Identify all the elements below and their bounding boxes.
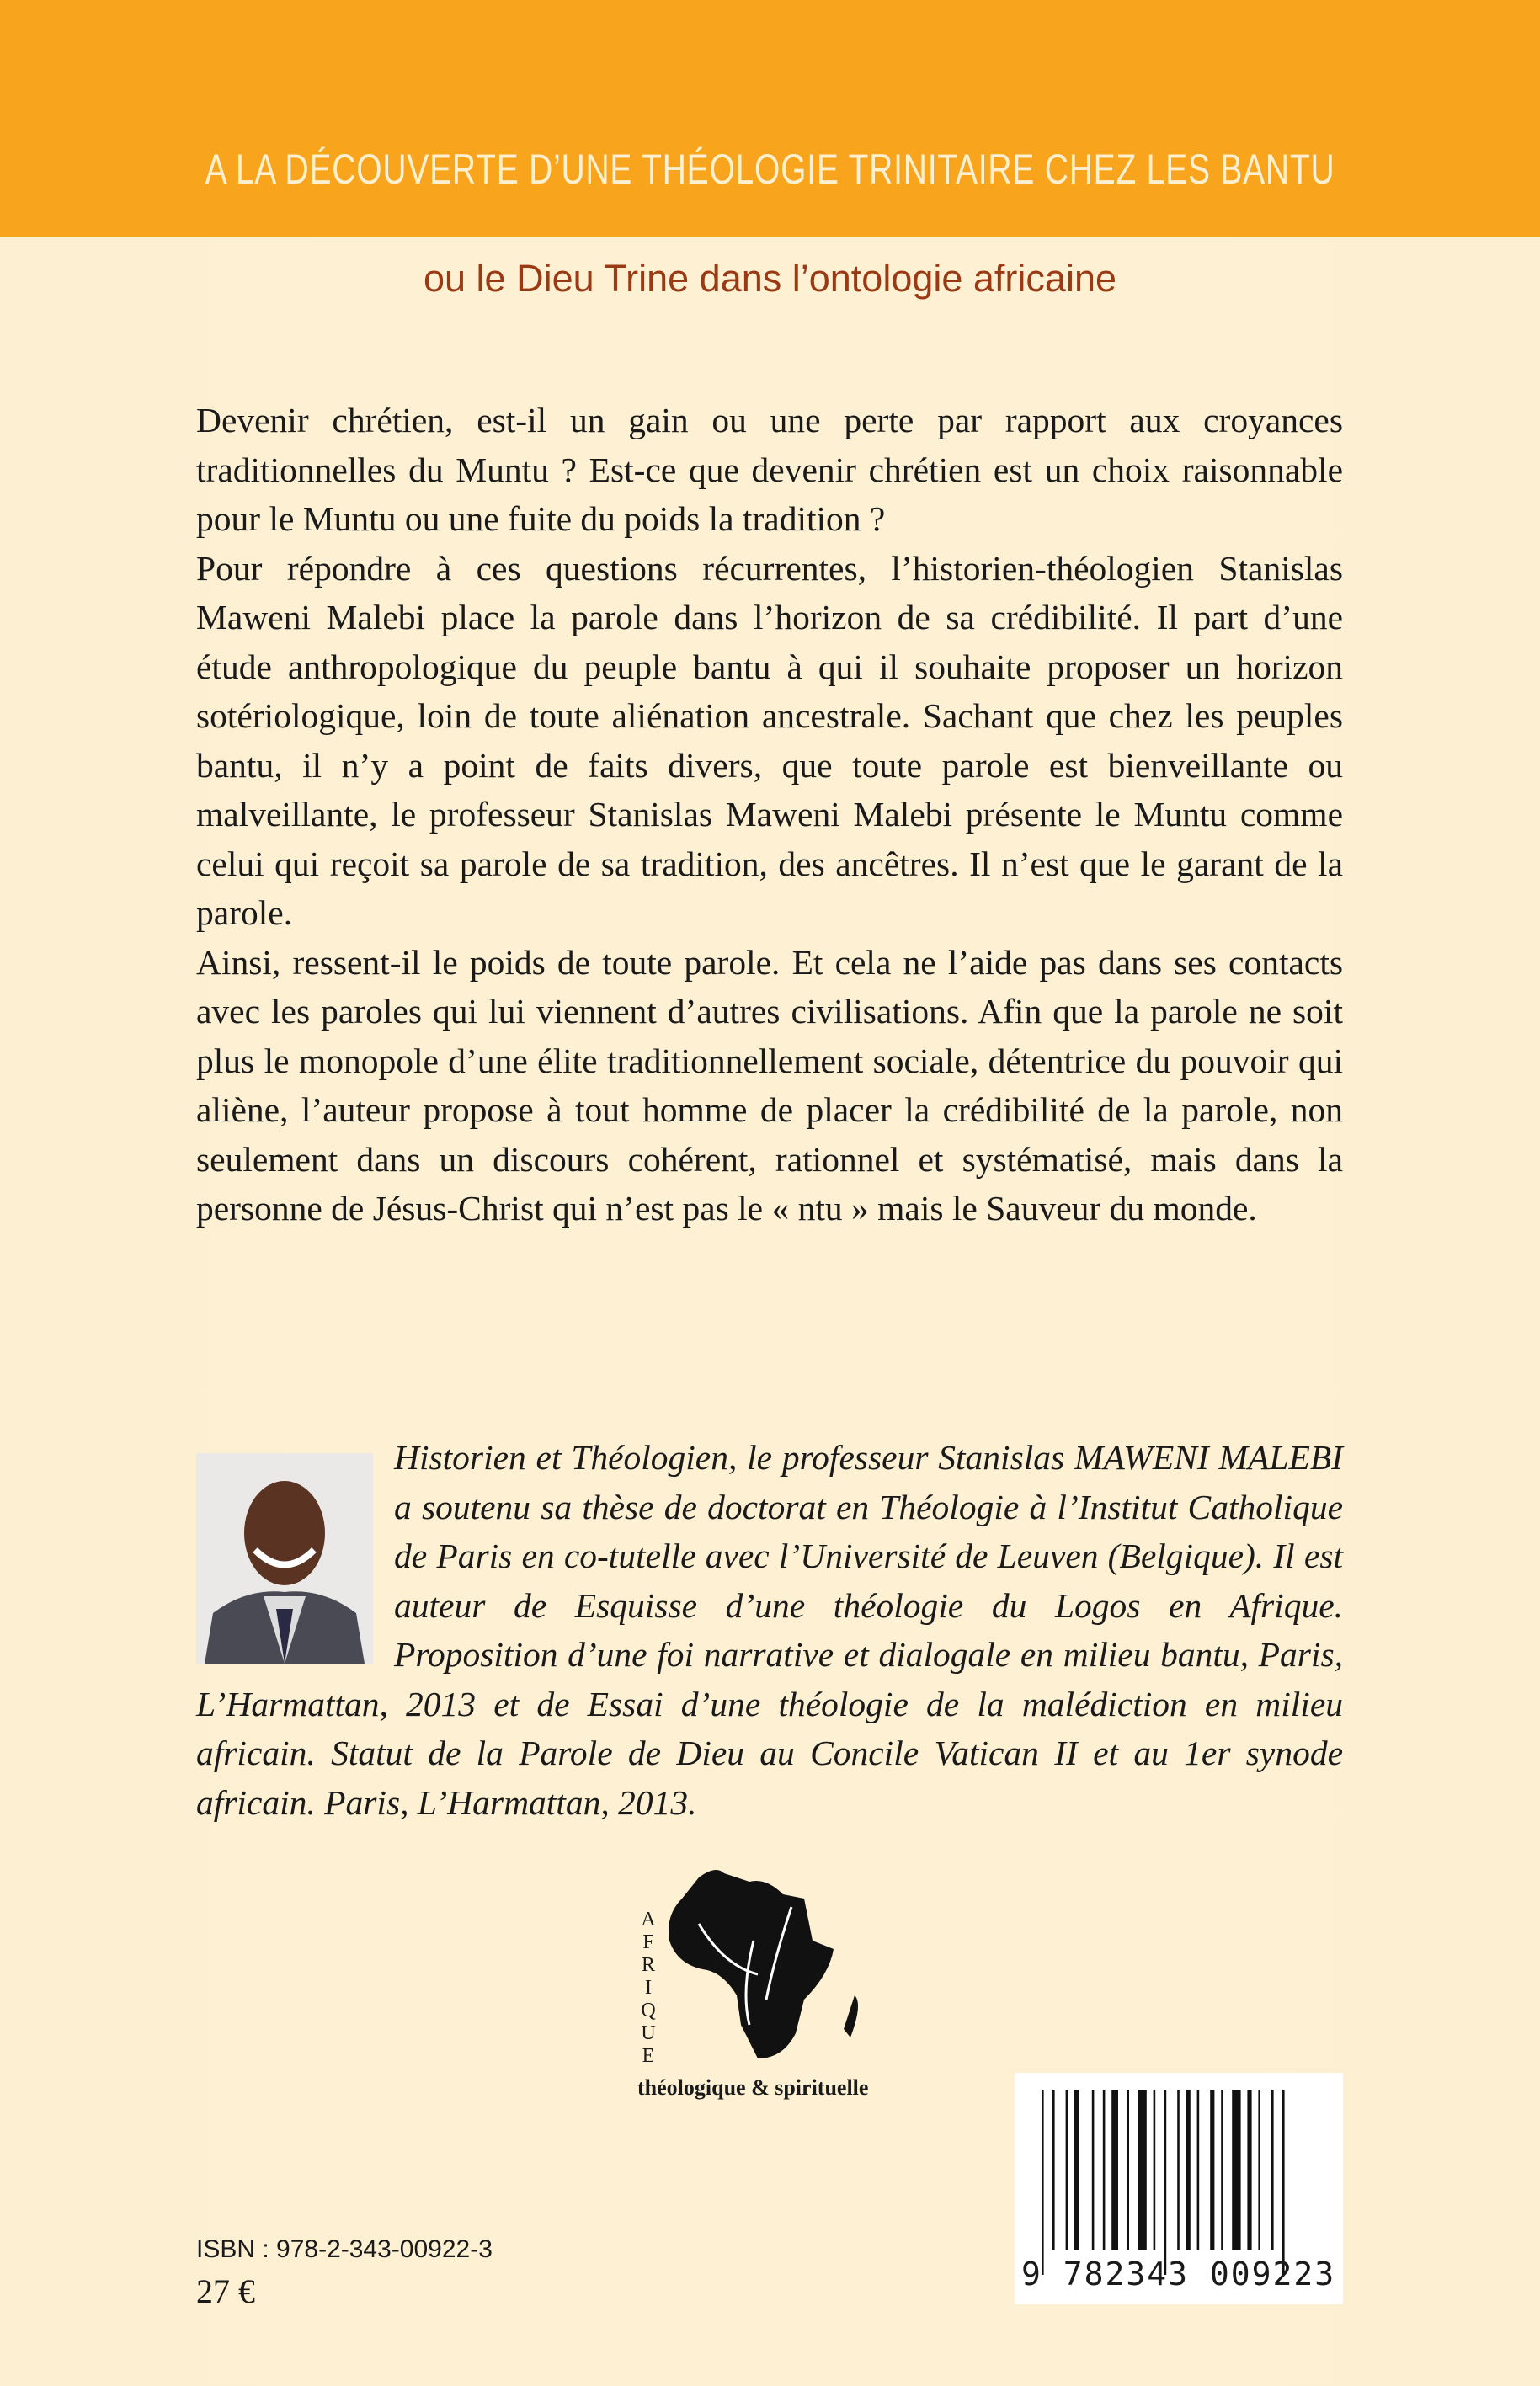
barcode-bar xyxy=(1138,2090,1146,2250)
publisher-series-logo xyxy=(637,1856,918,2126)
barcode-bar xyxy=(1186,2090,1191,2250)
blurb-paragraph: Pour répondre à ces questions récurrentes, l’historien-théologien Stanislas Maweni Malebi place la parole dans l’horizon de sa crédibilité. Il part d’une étude anthropologique du peuple bantu à qui il souhaite proposer un horizon sotériologique, loin de toute aliénation ancestrale. Sachant que chez les peuples bantu, il n’y a point de faits divers, que toute parole est bienveillante ou malveillante, le professeur Stanislas Maweni Malebi présente le Muntu comme celui qui reçoit sa parole de sa tradition, des ancêtres. Il n’est que le garant de la parole. xyxy=(196,548,1343,932)
logo-letters: A F R I Q U E xyxy=(641,1909,656,2067)
title-banner xyxy=(0,0,1540,237)
barcode-bar xyxy=(1210,2090,1214,2250)
price: 27 € xyxy=(196,2272,255,2310)
blurb-paragraph: Devenir chrétien, est-il un gain ou une perte par rapport aux croyances traditionnelles du Muntu ? Est-ce que devenir chrétien est un choix raisonnable pour le Muntu ou une fuite du poids la tradition ? xyxy=(196,401,1343,538)
book-title: A LA DÉCOUVERTE D’UNE THÉOLOGIE TRINITAIRE CHEZ LES BANTU xyxy=(205,146,1335,193)
barcode-bar xyxy=(1232,2090,1240,2250)
barcode-bar xyxy=(1247,2090,1251,2250)
barcode-bar xyxy=(1052,2090,1055,2250)
africa-dove-icon xyxy=(657,1856,909,2067)
barcode-bar xyxy=(1177,2090,1180,2250)
barcode-bar xyxy=(1074,2090,1079,2250)
barcode-bar xyxy=(1127,2090,1129,2250)
book-subtitle: ou le Dieu Trine dans l’ontologie africaine xyxy=(423,257,1116,300)
barcode-bar xyxy=(1164,2090,1167,2275)
barcode-bar xyxy=(1282,2090,1285,2275)
author-bio-block xyxy=(196,1433,1343,1827)
isbn-barcode xyxy=(1015,2073,1343,2304)
blurb xyxy=(196,396,1343,1233)
barcode-bars xyxy=(1015,2073,1343,2275)
barcode-bar xyxy=(1197,2090,1200,2250)
isbn: ISBN : 978-2-343-00922-3 xyxy=(196,2235,493,2263)
barcode-bar xyxy=(1103,2090,1106,2250)
barcode-bar xyxy=(1221,2090,1223,2250)
barcode-number: 9 782343 009223 xyxy=(1021,2256,1336,2293)
barcode-bar xyxy=(1111,2090,1118,2250)
barcode-bar xyxy=(1066,2090,1068,2250)
barcode-bar xyxy=(1258,2090,1260,2250)
barcode-bar xyxy=(1271,2090,1274,2250)
barcode-bar xyxy=(1154,2090,1156,2250)
blurb-paragraph: Ainsi, ressent-il le poids de toute parole. Et cela ne l’aide pas dans ses contacts avec les paroles qui lui viennent d’autres civilisations. Afin que la parole ne soit plus le monopole d’une élite traditionnellement sociale, détentrice du pouvoir qui aliène, l’auteur propose à tout homme de placer la crédibilité de la parole, non seulement dans un discours cohérent, rationnel et systématisé, mais dans la personne de Jésus-Christ qui n’est pas le « ntu » mais le Sauveur du monde. xyxy=(196,942,1343,1228)
author-bio: Historien et Théologien, le professeur Stanislas MAWENI MALEBI a soutenu sa thèse de doctorat en Théologie à l’Institut Catholique de Paris en co-tutelle avec l’Université de Leuven (Belgique). Il est auteur de Esquisse d’une théologie du Logos en Afrique. Proposition d’une foi narrative et dialogale en milieu bantu, Paris, L’Harmattan, 2013 et de Essai d’une théologie de la malédiction en milieu africain. Statut de la Parole de Dieu au Concile Vatican II et au 1er synode africain. Paris, L’Harmattan, 2013. xyxy=(196,1438,1343,1822)
barcode-bar xyxy=(1092,2090,1095,2250)
logo-tagline: théologique & spirituelle xyxy=(637,2075,869,2100)
barcode-bar xyxy=(1042,2090,1044,2275)
